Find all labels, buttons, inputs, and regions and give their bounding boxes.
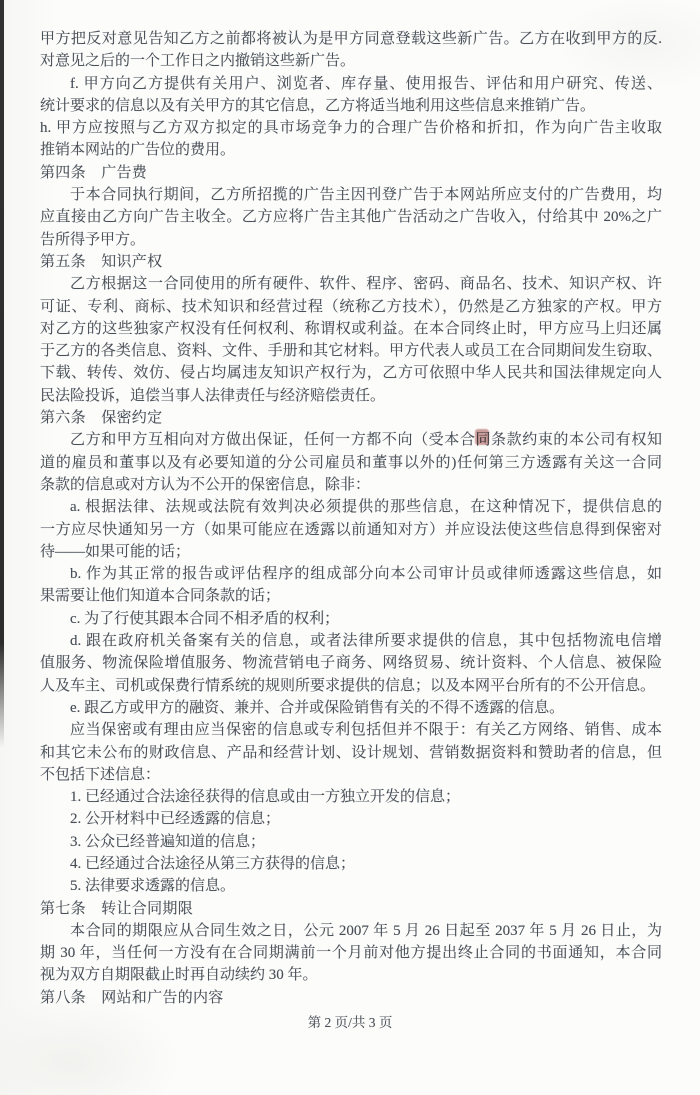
text-line: 下载、转传、效仿、侵占均属违友知识产权行为，乙方可依照中华人民共和国法律规定向人 (40, 365, 662, 382)
text-line: 期 30 年，当任何一方没有在合同期满前一个月前对他方提出终止合同的书面通知，本合同 (40, 945, 662, 962)
section-heading: 第六条 保密约定 (40, 410, 163, 427)
text-line: 不包括下述信息： (40, 766, 161, 783)
list-item: 4. 已经通过合法途径从第三方获得的信息； (70, 855, 356, 872)
list-item: 1. 已经通过合法途径获得的信息或由一方独立开发的信息； (70, 789, 461, 806)
text-line: 条款的信息或对方认为不公开的保密信息，除非： (40, 476, 371, 493)
text-line: 对意见之后的一个工作日之内撤销这些新广告。 (40, 53, 356, 70)
text-line: 统计要求的信息以及有关甲方的其它信息，乙方将适当地利用这些信息来推销广告。 (40, 97, 596, 114)
text-line: 本合同的期限应从合同生效之日，公元 2007 年 5 月 26 日起至 2037 年 5 月 26 日止，为 (70, 922, 662, 939)
text-line: 应直接由乙方向广告主收全。乙方应将广告主其他广告活动之广告收入，付给其中 20%之广 (40, 209, 662, 226)
text-line: 推销本网站的广告位的费用。 (40, 142, 236, 159)
text-line: 可证、专利、商标、技术知识和经营过程（统称乙方技术），仍然是乙方独家的产权。甲方 (40, 298, 662, 315)
text-line: 待——如果可能的话； (40, 543, 191, 560)
contract-text (40, 28, 662, 1009)
text-line: e. 跟乙方或甲方的融资、兼并、合并或保险销售有关的不得不透露的信息。 (70, 699, 565, 716)
text-line: 告所得予甲方。 (40, 231, 146, 248)
list-item: 5. 法律要求透露的信息。 (70, 878, 236, 895)
scan-edge-artifact (0, 0, 4, 748)
text-line: 于本合同执行期间，乙方所招揽的广告主因刊登广告于本网站所应支付的广告费用，均 (70, 187, 662, 204)
text-line: 于乙方的各类信息、资料、文件、手册和其它材料。甲方代表人或员工在合同期间发生窃取、 (40, 343, 662, 360)
text-line: 道的雇员和董事以及有必要知道的分公司雇员和董事以外的)任何第三方透露有关这一合同 (40, 454, 662, 471)
section-heading: 第四条 广告费 (40, 164, 148, 181)
page-number: 第 2 页/共 3 页 (307, 1015, 393, 1030)
text-line: 视为双方自期限截止时再自动续约 30 年。 (40, 967, 318, 984)
text-line: 值服务、物流保险增值服务、物流营销电子商务、网络贸易、统计资料、个人信息、被保险 (40, 655, 662, 672)
text-line: 甲方把反对意见告知乙方之前都将被认为是甲方同意登载这些新广告。乙方在收到甲方的反. (40, 31, 662, 47)
section-heading: 第七条 转让合同期限 (40, 900, 194, 917)
text-line: a. 根据法律、法规或法院有效判决必须提供的那些信息，在这种情况下，提供信息的 (70, 499, 662, 516)
text-line: 乙方根据这一合同使用的所有硬件、软件、程序、密码、商品名、技术、知识产权、许 (70, 276, 662, 293)
text-line: 对乙方的这些独家产权没有任何权利、称谓权或利益。在本合同终止时，甲方应马上归还属 (40, 320, 662, 337)
text-line: f. 甲方向乙方提供有关用户、浏览者、库存量、使用报告、评估和用户研究、传送、 (70, 75, 662, 92)
red-correction-mark (475, 429, 489, 445)
list-item: 3. 公众已经普遍知道的信息； (70, 833, 266, 850)
text-line: h. 甲方应按照与乙方双方拟定的具市场竞争力的合理广告价格和折扣，作为向广告主收取 (40, 120, 662, 137)
text-line: 乙方和甲方互相向对方做出保证，任何一方都不向（受本合同条款约束的本公司有权知 (70, 432, 662, 449)
text-line: b. 作为其正常的报告或评估程序的组成部分向本公司审计员或律师透露这些信息，如 (70, 566, 662, 583)
text-line: c. 为了行使其跟本合同不相矛盾的权利； (70, 610, 340, 627)
text-line: d. 跟在政府机关备案有关的信息，或者法律所要求提供的信息，其中包括物流电信增 (70, 633, 662, 650)
text-line: 一方应尽快通知另一方（如果可能应在透露以前通知对方）并应设法使这些信息得到保密对 (40, 521, 662, 538)
section-heading: 第五条 知识产权 (40, 253, 163, 270)
text-line: 和其它未公布的财政信息、产品和经营计划、设计规划、营销数据资料和赞助者的信息，但 (40, 744, 662, 761)
section-heading: 第八条 网站和广告的内容 (40, 989, 224, 1006)
text-line: 果需要让他们知道本合同条款的话； (40, 588, 281, 605)
text-line: 应当保密或有理由应当保密的信息或专利包括但并不限于：有关乙方网络、销售、成本 (70, 722, 662, 739)
text-line: 民法险投诉，追偿当事人法律责任与经济赔偿责任。 (40, 387, 386, 404)
list-item: 2. 公开材料中已经透露的信息； (70, 811, 281, 828)
text-line: 人及车主、司机或保费行情系统的规则所要求提供的信息；以及本网平台所有的不公开信息。 (40, 677, 656, 694)
